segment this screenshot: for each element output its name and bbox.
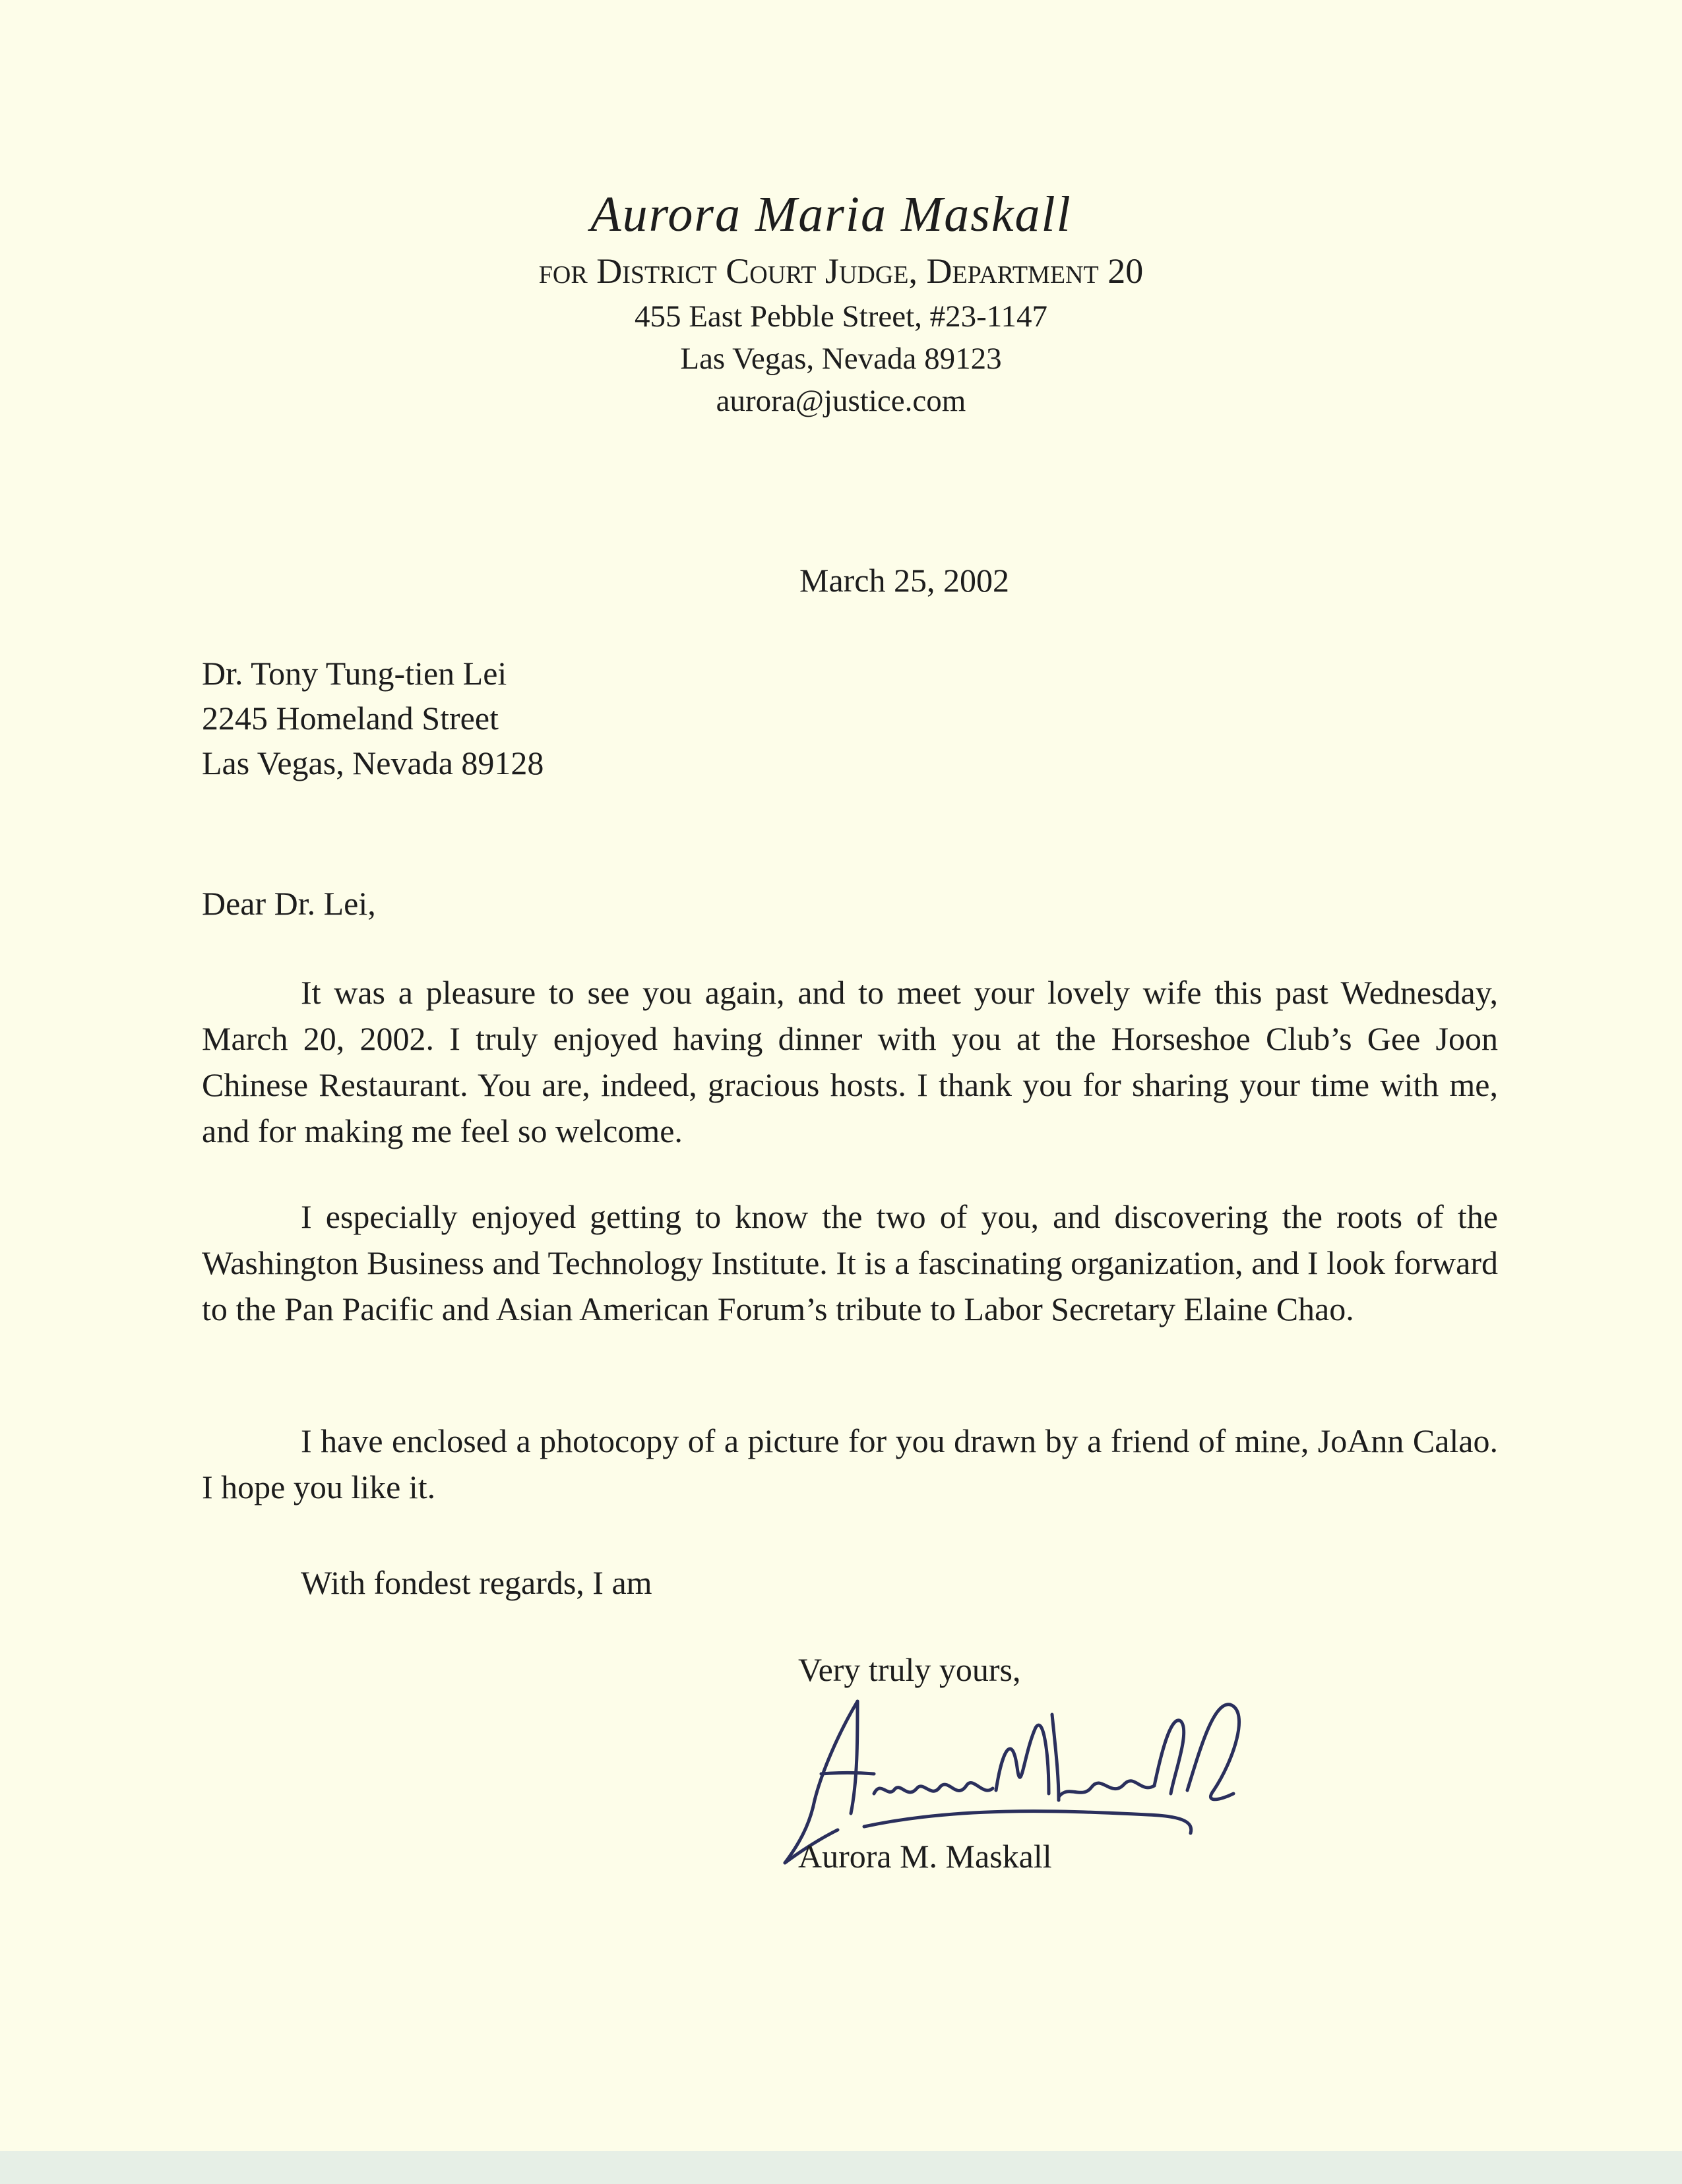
recipient-city: Las Vegas, Nevada 89128 [202, 744, 544, 781]
recipient-street: 2245 Homeland Street [202, 700, 499, 737]
letterhead-city: Las Vegas, Nevada 89123 [680, 342, 1002, 376]
recipient-address [202, 651, 544, 785]
closing-line: With fondest regards, I am [301, 1564, 652, 1601]
letterhead-office: for District Court Judge, Department 20 [538, 251, 1144, 291]
salutation: Dear Dr. Lei, [202, 885, 376, 922]
letterhead-name: Aurora Maria Maskall [590, 187, 1072, 242]
letterhead-email: aurora@justice.com [716, 384, 966, 418]
signer-name: Aurora M. Maskall [798, 1838, 1052, 1875]
recipient-name: Dr. Tony Tung-tien Lei [202, 655, 507, 692]
scan-edge [0, 2151, 1682, 2184]
body-paragraph-3: I have enclosed a photocopy of a picture for you drawn by a friend of mine, JoAnn Calao. I hope you like it. [202, 1422, 1498, 1505]
letterhead-street: 455 East Pebble Street, #23-1147 [634, 299, 1048, 334]
body-paragraph-2: I especially enjoyed getting to know the two of you, and discovering the roots of the Washington Business and Technology Institute. It is a fascinating organization, and I look forward to the Pan Pacific and Asian American Forum’s tribute to Labor Secretary Elaine Chao. [202, 1198, 1498, 1327]
letterhead [0, 178, 1682, 422]
letter-date: March 25, 2002 [799, 562, 1009, 599]
body-paragraph-1: It was a pleasure to see you again, and to meet your lovely wife this past Wednesday, March 20, 2002. I truly enjoyed having dinner with you at the Horseshoe Club’s Gee Joon Chinese Restaurant. You are, indeed, gracious hosts. I thank you for sharing your time with me, and for making me feel so welcome. [202, 974, 1498, 1149]
valediction: Very truly yours, [798, 1651, 1021, 1688]
